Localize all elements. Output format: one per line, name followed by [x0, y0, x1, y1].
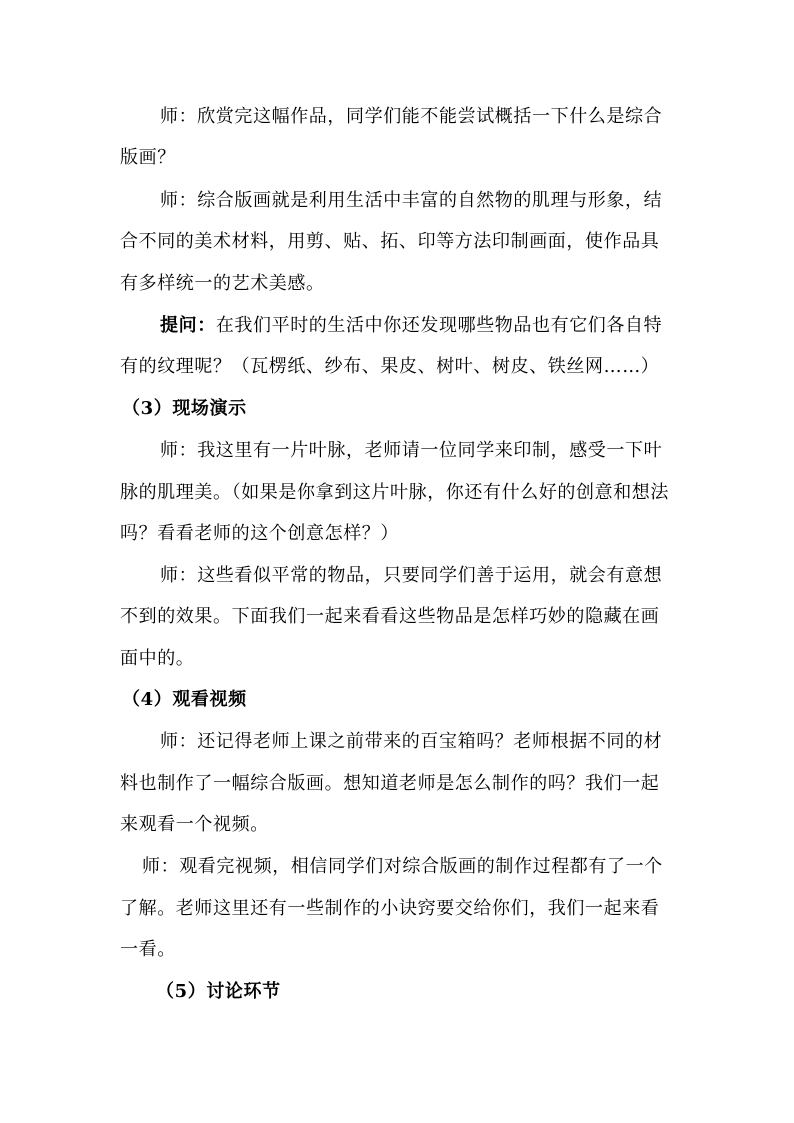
question-line	[160, 315, 680, 337]
section-heading-4: （4）观看视频	[122, 689, 247, 710]
paragraph-line: 有多样统一的艺术美感。	[120, 273, 325, 294]
paragraph-line: 师：综合版画就是利用生活中丰富的自然物的肌理与形象，结	[160, 190, 663, 211]
question-text: 在我们平时的生活中你还发现哪些物品也有它们各自特	[215, 315, 663, 336]
question-label: 提问：	[160, 315, 216, 336]
paragraph-line: 师：我这里有一片叶脉，老师请一位同学来印制，感受一下叶	[160, 440, 663, 461]
section-heading-5: （5）讨论环节	[156, 981, 281, 1002]
paragraph-line: 一看。	[120, 939, 176, 960]
paragraph-line: 师：观看完视频，相信同学们对综合版画的制作过程都有了一个	[142, 856, 663, 877]
paragraph-line: 师：欣赏完这幅作品，同学们能不能尝试概括一下什么是综合	[160, 106, 663, 127]
section-heading-3: （3）现场演示	[122, 398, 247, 419]
paragraph-line: 不到的效果。下面我们一起来看看这些物品是怎样巧妙的隐藏在画	[120, 606, 660, 627]
paragraph-line: 师：还记得老师上课之前带来的百宝箱吗？老师根据不同的材	[160, 731, 663, 752]
paragraph-line: 吗？看看老师的这个创意怎样？）	[120, 523, 399, 544]
paragraph-line: 脉的肌理美。（如果是你拿到这片叶脉，你还有什么好的创意和想法	[120, 482, 669, 503]
paragraph-line: 面中的。	[120, 648, 195, 669]
paragraph-line: 版画？	[120, 147, 176, 168]
paragraph-line: 来观看一个视频。	[120, 814, 269, 835]
paragraph-line: 有的纹理呢？（瓦楞纸、纱布、果皮、树叶、树皮、铁丝网……）	[120, 356, 660, 377]
paragraph-line: 料也制作了一幅综合版画。想知道老师是怎么制作的吗？我们一起	[120, 773, 660, 794]
paragraph-line: 师：这些看似平常的物品，只要同学们善于运用，就会有意想	[160, 565, 663, 586]
paragraph-line: 合不同的美术材料，用剪、贴、拓、印等方法印制画面，使作品具	[120, 231, 660, 252]
paragraph-line: 了解。老师这里还有一些制作的小诀窍要交给你们，我们一起来看	[120, 898, 660, 919]
